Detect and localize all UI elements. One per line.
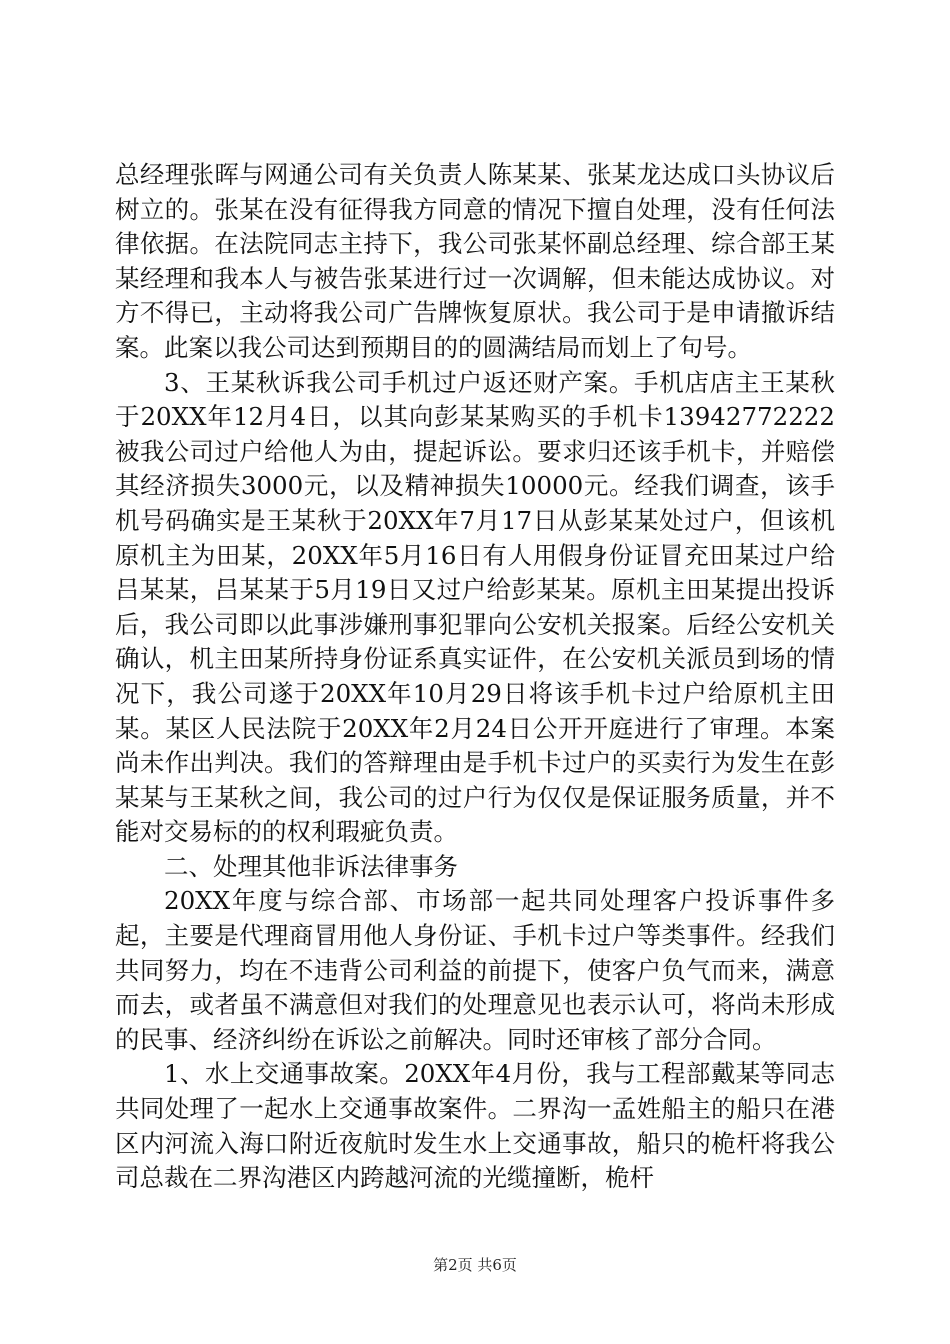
paragraph-4: 1、水上交通事故案。20XX年4月份，我与工程部戴某等同志共同处理了一起水上交通事故案件。二界沟一孟姓船主的船只在港区内河流入海口附近夜航时发生水上交通事故，船只的桅杆将我公司总裁在二界沟港区内跨越河流的光缆撞断，桅杆 xyxy=(115,1059,835,1193)
paragraph-3: 20XX年度与综合部、市场部一起共同处理客户投诉事件多起，主要是代理商冒用他人身份证、手机卡过户等类事件。经我们共同努力，均在不违背公司利益的前提下，使客户负气而来，满意而去，或者虽不满意但对我们的处理意见也表示认可，将尚未形成的民事、经济纠纷在诉讼之前解决。同时还审核了部分合同。 xyxy=(115,886,835,1054)
document-body xyxy=(115,158,835,1196)
paragraph-2: 3、王某秋诉我公司手机过户返还财产案。手机店店主王某秋于20XX年12月4日，以其向彭某某购买的手机卡13942772222被我公司过户给他人为由，提起诉讼。要求归还该手机卡，并赔偿其经济损失3000元，以及精神损失10000元。经我们调查，该手机号码确实是王某秋于20XX年7月17日从彭某某处过户，但该机原机主为田某，20XX年5月16日有人用假身份证冒充田某过户给吕某某，吕某某于5月19日又过户给彭某某。原机主田某提出投诉后，我公司即以此事涉嫌刑事犯罪向公安机关报案。后经公安机关确认，机主田某所持身份证系真实证件，在公安机关派员到场的情况下，我公司遂于20XX年10月29日将该手机卡过户给原机主田某。某区人民法院于20XX年2月24日公开开庭进行了审理。本案尚未作出判决。我们的答辩理由是手机卡过户的买卖行为发生在彭某某与王某秋之间，我公司的过户行为仅仅是保证服务质量，并不能对交易标的的权利瑕疵负责。 xyxy=(115,367,835,847)
paragraph-1: 总经理张晖与网通公司有关负责人陈某某、张某龙达成口头协议后树立的。张某在没有征得我方同意的情况下擅自处理，没有任何法律依据。在法院同志主持下，我公司张某怀副总经理、综合部王某某经理和我本人与被告张某进行过一次调解，但未能达成协议。对方不得已，主动将我公司广告牌恢复原状。我公司于是申请撤诉结案。此案以我公司达到预期目的的圆满结局而划上了句号。 xyxy=(115,160,835,362)
page-footer: 第2页 共6页 xyxy=(433,1256,517,1274)
section-heading: 二、处理其他非诉法律事务 xyxy=(164,851,458,881)
